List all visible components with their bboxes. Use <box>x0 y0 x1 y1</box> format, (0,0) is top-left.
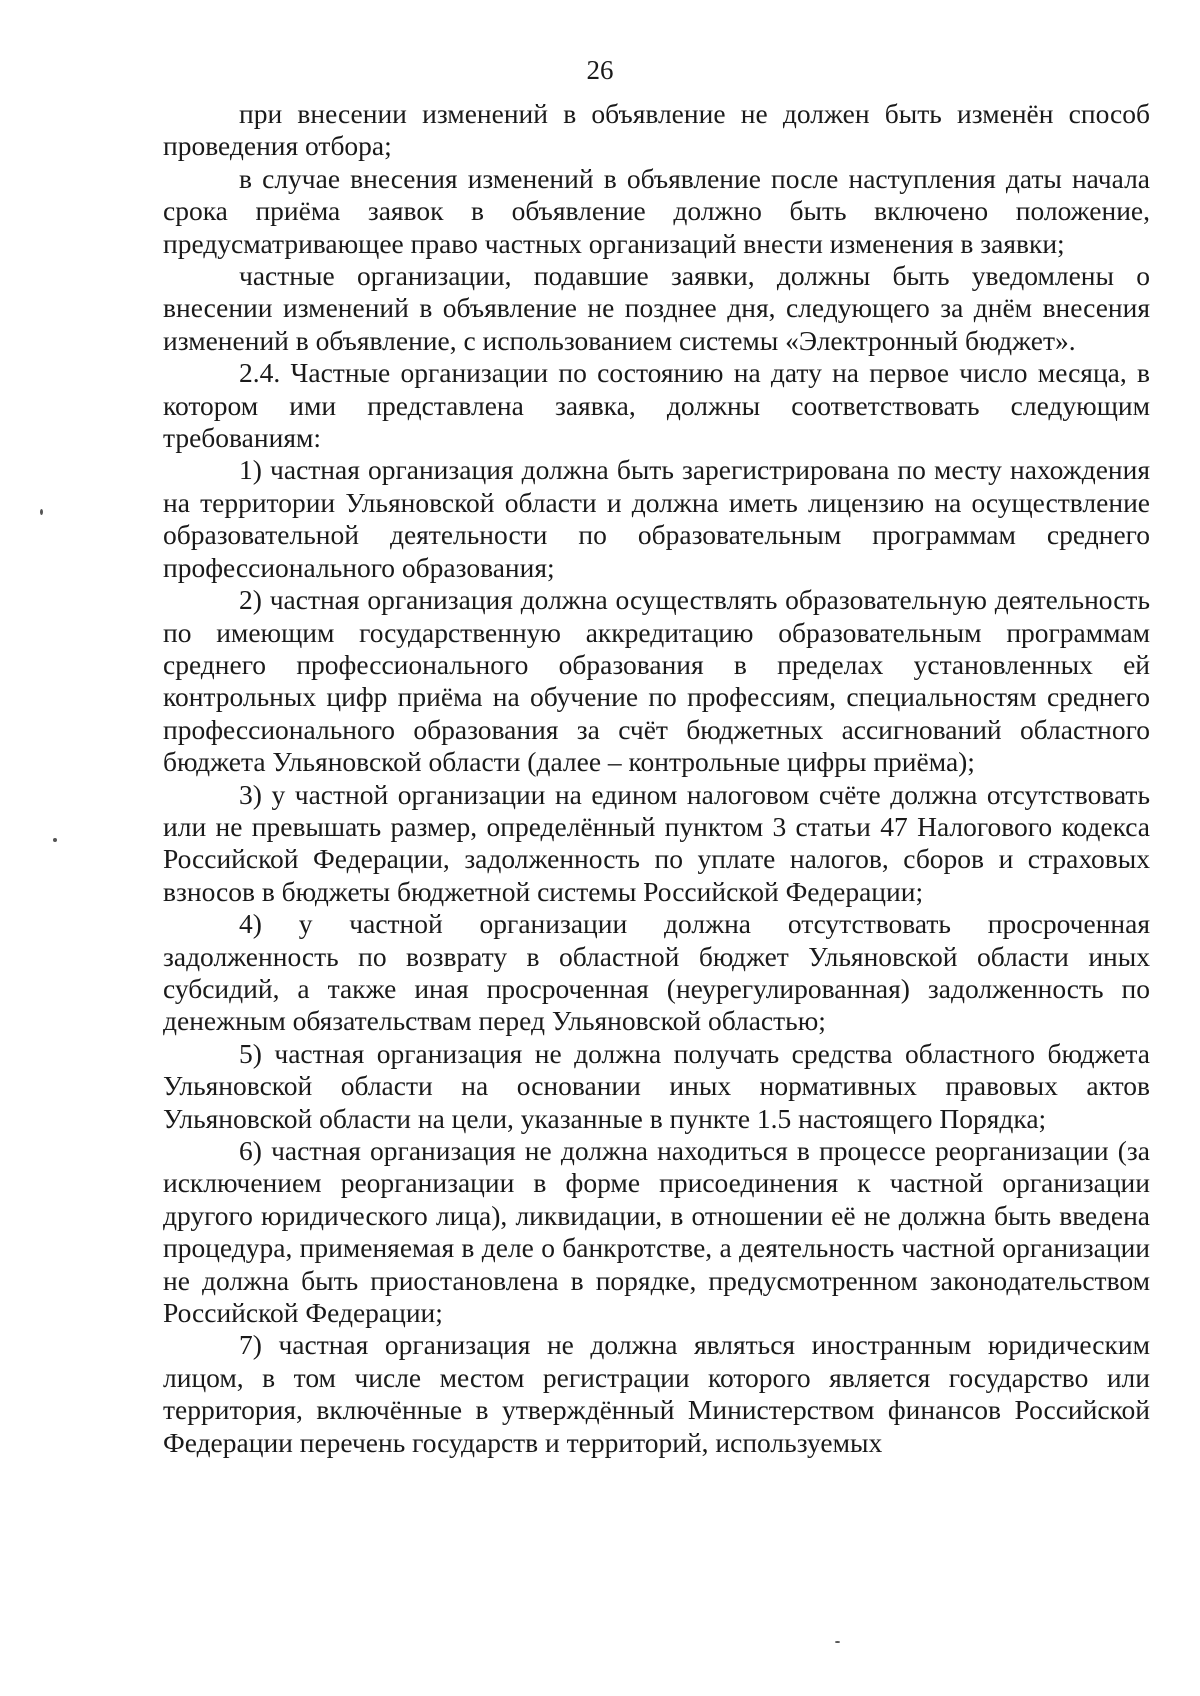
list-item-requirement-7: 7) частная организация не должна являться иностранным юридическим лицом, в том числе местом регистрации которого является государство или территория, включённые в утверждённый Министерством финансов Российской Федерации перечень государств и территорий, используемых <box>163 1329 1150 1458</box>
scan-speck <box>53 838 57 842</box>
list-item-requirement-1: 1) частная организация должна быть зарегистрирована по месту нахождения на территории Ульяновской области и должна иметь лицензию на осуществление образовательной деятельности по образовательным программам среднего профессионального образования; <box>163 454 1150 583</box>
paragraph-section-2-4: 2.4. Частные организации по состоянию на дату на первое число месяца, в котором ими представлена заявка, должны соответствовать следующим требованиям: <box>163 357 1150 454</box>
scan-speck <box>835 1641 840 1643</box>
list-item-requirement-6: 6) частная организация не должна находиться в процессе реорганизации (за исключением реорганизации в форме присоединения к частной организации другого юридического лица), ликвидации, в отношении её не должна быть введена процедура, применяемая в деле о банкротстве, а деятельность частной организации не должна быть приостановлена в порядке, предусмотренном законодательством Российской Федерации; <box>163 1135 1150 1329</box>
scan-speck <box>40 509 43 515</box>
paragraph-announcement-method: при внесении изменений в объявление не должен быть изменён способ проведения отбора; <box>163 98 1150 162</box>
paragraph-notification: частные организации, подавшие заявки, должны быть уведомлены о внесении изменений в объявление не позднее дня, следующего за днём внесения изменений в объявление, с использованием системы «Электронный бюджет». <box>163 260 1150 356</box>
list-item-requirement-4: 4) у частной организации должна отсутствовать просроченная задолженность по возврату в областной бюджет Ульяновской области иных субсидий, а также иная просроченная (неурегулированная) задолженность по денежным обязательствам перед Ульяновской областью; <box>163 908 1150 1037</box>
document-body <box>163 98 1150 1459</box>
page-number: 26 <box>586 55 614 85</box>
list-item-requirement-3: 3) у частной организации на едином налоговом счёте должна отсутствовать или не превышать размер, определённый пунктом 3 статьи 47 Налогового кодекса Российской Федерации, задолженность по уплате налогов, сборов и страховых взносов в бюджеты бюджетной системы Российской Федерации; <box>163 778 1150 907</box>
list-item-requirement-2: 2) частная организация должна осуществлять образовательную деятельность по имеющим государственную аккредитацию образовательным программам среднего профессионального образования в пределах установленных ей контрольных цифр приёма на обучение по профессиям, специальностям среднего профессионального образования за счёт бюджетных ассигнований областного бюджета Ульяновской области (далее – контрольные цифры приёма); <box>163 584 1150 778</box>
list-item-requirement-5: 5) частная организация не должна получать средства областного бюджета Ульяновской области на основании иных нормативных правовых актов Ульяновской области на цели, указанные в пункте 1.5 настоящего Порядка; <box>163 1037 1150 1134</box>
paragraph-changes-after-start: в случае внесения изменений в объявление после наступления даты начала срока приёма заявок в объявление должно быть включено положение, предусматривающее право частных организаций внести изменения в заявки; <box>163 162 1150 259</box>
